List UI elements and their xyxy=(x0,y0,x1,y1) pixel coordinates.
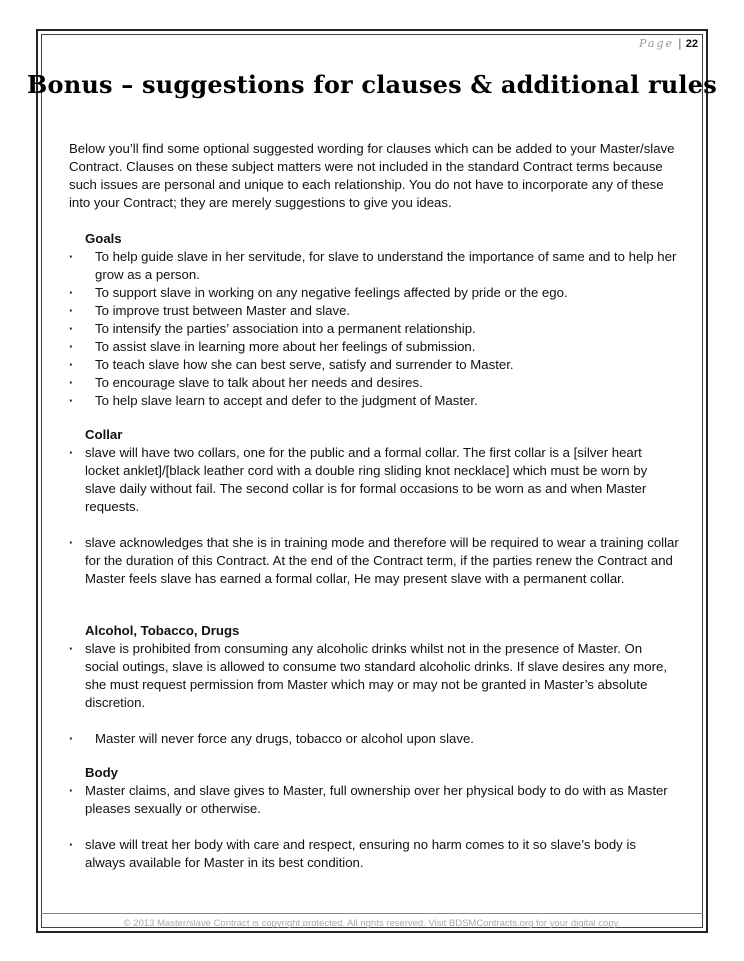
collar-item: · slave will have two collars, one for the public and a formal collar. The first collar is a [silver heart locket anklet]/[black leather cord with a double ring sliding knot necklace] which must be worn by slave daily without fail. The second collar is for formal occasions to be worn as and when Master requests. xyxy=(69,444,679,516)
page-title: Bonus – suggestions for clauses & additional rules xyxy=(27,70,717,99)
collar-section xyxy=(69,426,679,606)
collar-heading: Collar xyxy=(85,427,123,442)
collar-item: · slave acknowledges that she is in training mode and therefore will be required to wear a training collar for the duration of this Contract. At the end of the Contract term, if the parties renew the Contract and Master feels slave has earned a formal collar, He may present slave with a permanent collar. xyxy=(69,534,679,588)
copyright-footer: © 2013 Master/slave Contract is copyright protected. All rights reserved. Visit BDSMContracts.org for your digital copy. xyxy=(123,918,621,929)
goals-item: · To support slave in working on any negative feelings affected by pride or the ego. xyxy=(69,284,679,302)
body-item: · Master claims, and slave gives to Master, full ownership over her physical body to do with as Master pleases sexually or otherwise. xyxy=(69,782,679,818)
goals-heading: Goals xyxy=(85,231,122,246)
page-number: Page | 22 xyxy=(639,37,698,50)
body-heading: Body xyxy=(85,765,118,780)
body-item: · slave will treat her body with care and respect, ensuring no harm comes to it so slave’s body is always available for Master in its best condition. xyxy=(69,836,679,872)
goals-item: · To help guide slave in her servitude, for slave to understand the importance of same and to help her grow as a person. xyxy=(69,248,679,284)
goals-item: · To assist slave in learning more about her feelings of submission. xyxy=(69,338,679,356)
goals-item: · To improve trust between Master and slave. xyxy=(69,302,679,320)
page-word: Page xyxy=(639,37,675,50)
goals-section xyxy=(69,230,679,410)
alcohol-section xyxy=(69,622,679,766)
footer-divider xyxy=(41,913,703,914)
alcohol-item: · Master will never force any drugs, tobacco or alcohol upon slave. xyxy=(69,730,679,748)
goals-item: · To teach slave how she can best serve, satisfy and surrender to Master. xyxy=(69,356,679,374)
intro-paragraph: Below you’ll find some optional suggested wording for clauses which can be added to your Master/slave Contract. Clauses on these subject matters were not included in the standard Contract terms because such issues are personal and unique to each relationship. You do not have to incorporate any of these into your Contract; they are merely suggestions to give you ideas. xyxy=(69,141,675,210)
body-section xyxy=(69,764,679,890)
alcohol-heading: Alcohol, Tobacco, Drugs xyxy=(85,623,240,638)
goals-item: · To encourage slave to talk about her needs and desires. xyxy=(69,374,679,392)
alcohol-item: · slave is prohibited from consuming any alcoholic drinks whilst not in the presence of Master. On social outings, slave is allowed to consume two standard alcoholic drinks. If slave desires any more, she must request permission from Master which may or may not be granted in Master’s absolute discretion. xyxy=(69,640,679,712)
goals-item: · To help slave learn to accept and defer to the judgment of Master. xyxy=(69,392,679,410)
goals-item: · To intensify the parties’ association into a permanent relationship. xyxy=(69,320,679,338)
page-number-value: 22 xyxy=(685,38,698,50)
